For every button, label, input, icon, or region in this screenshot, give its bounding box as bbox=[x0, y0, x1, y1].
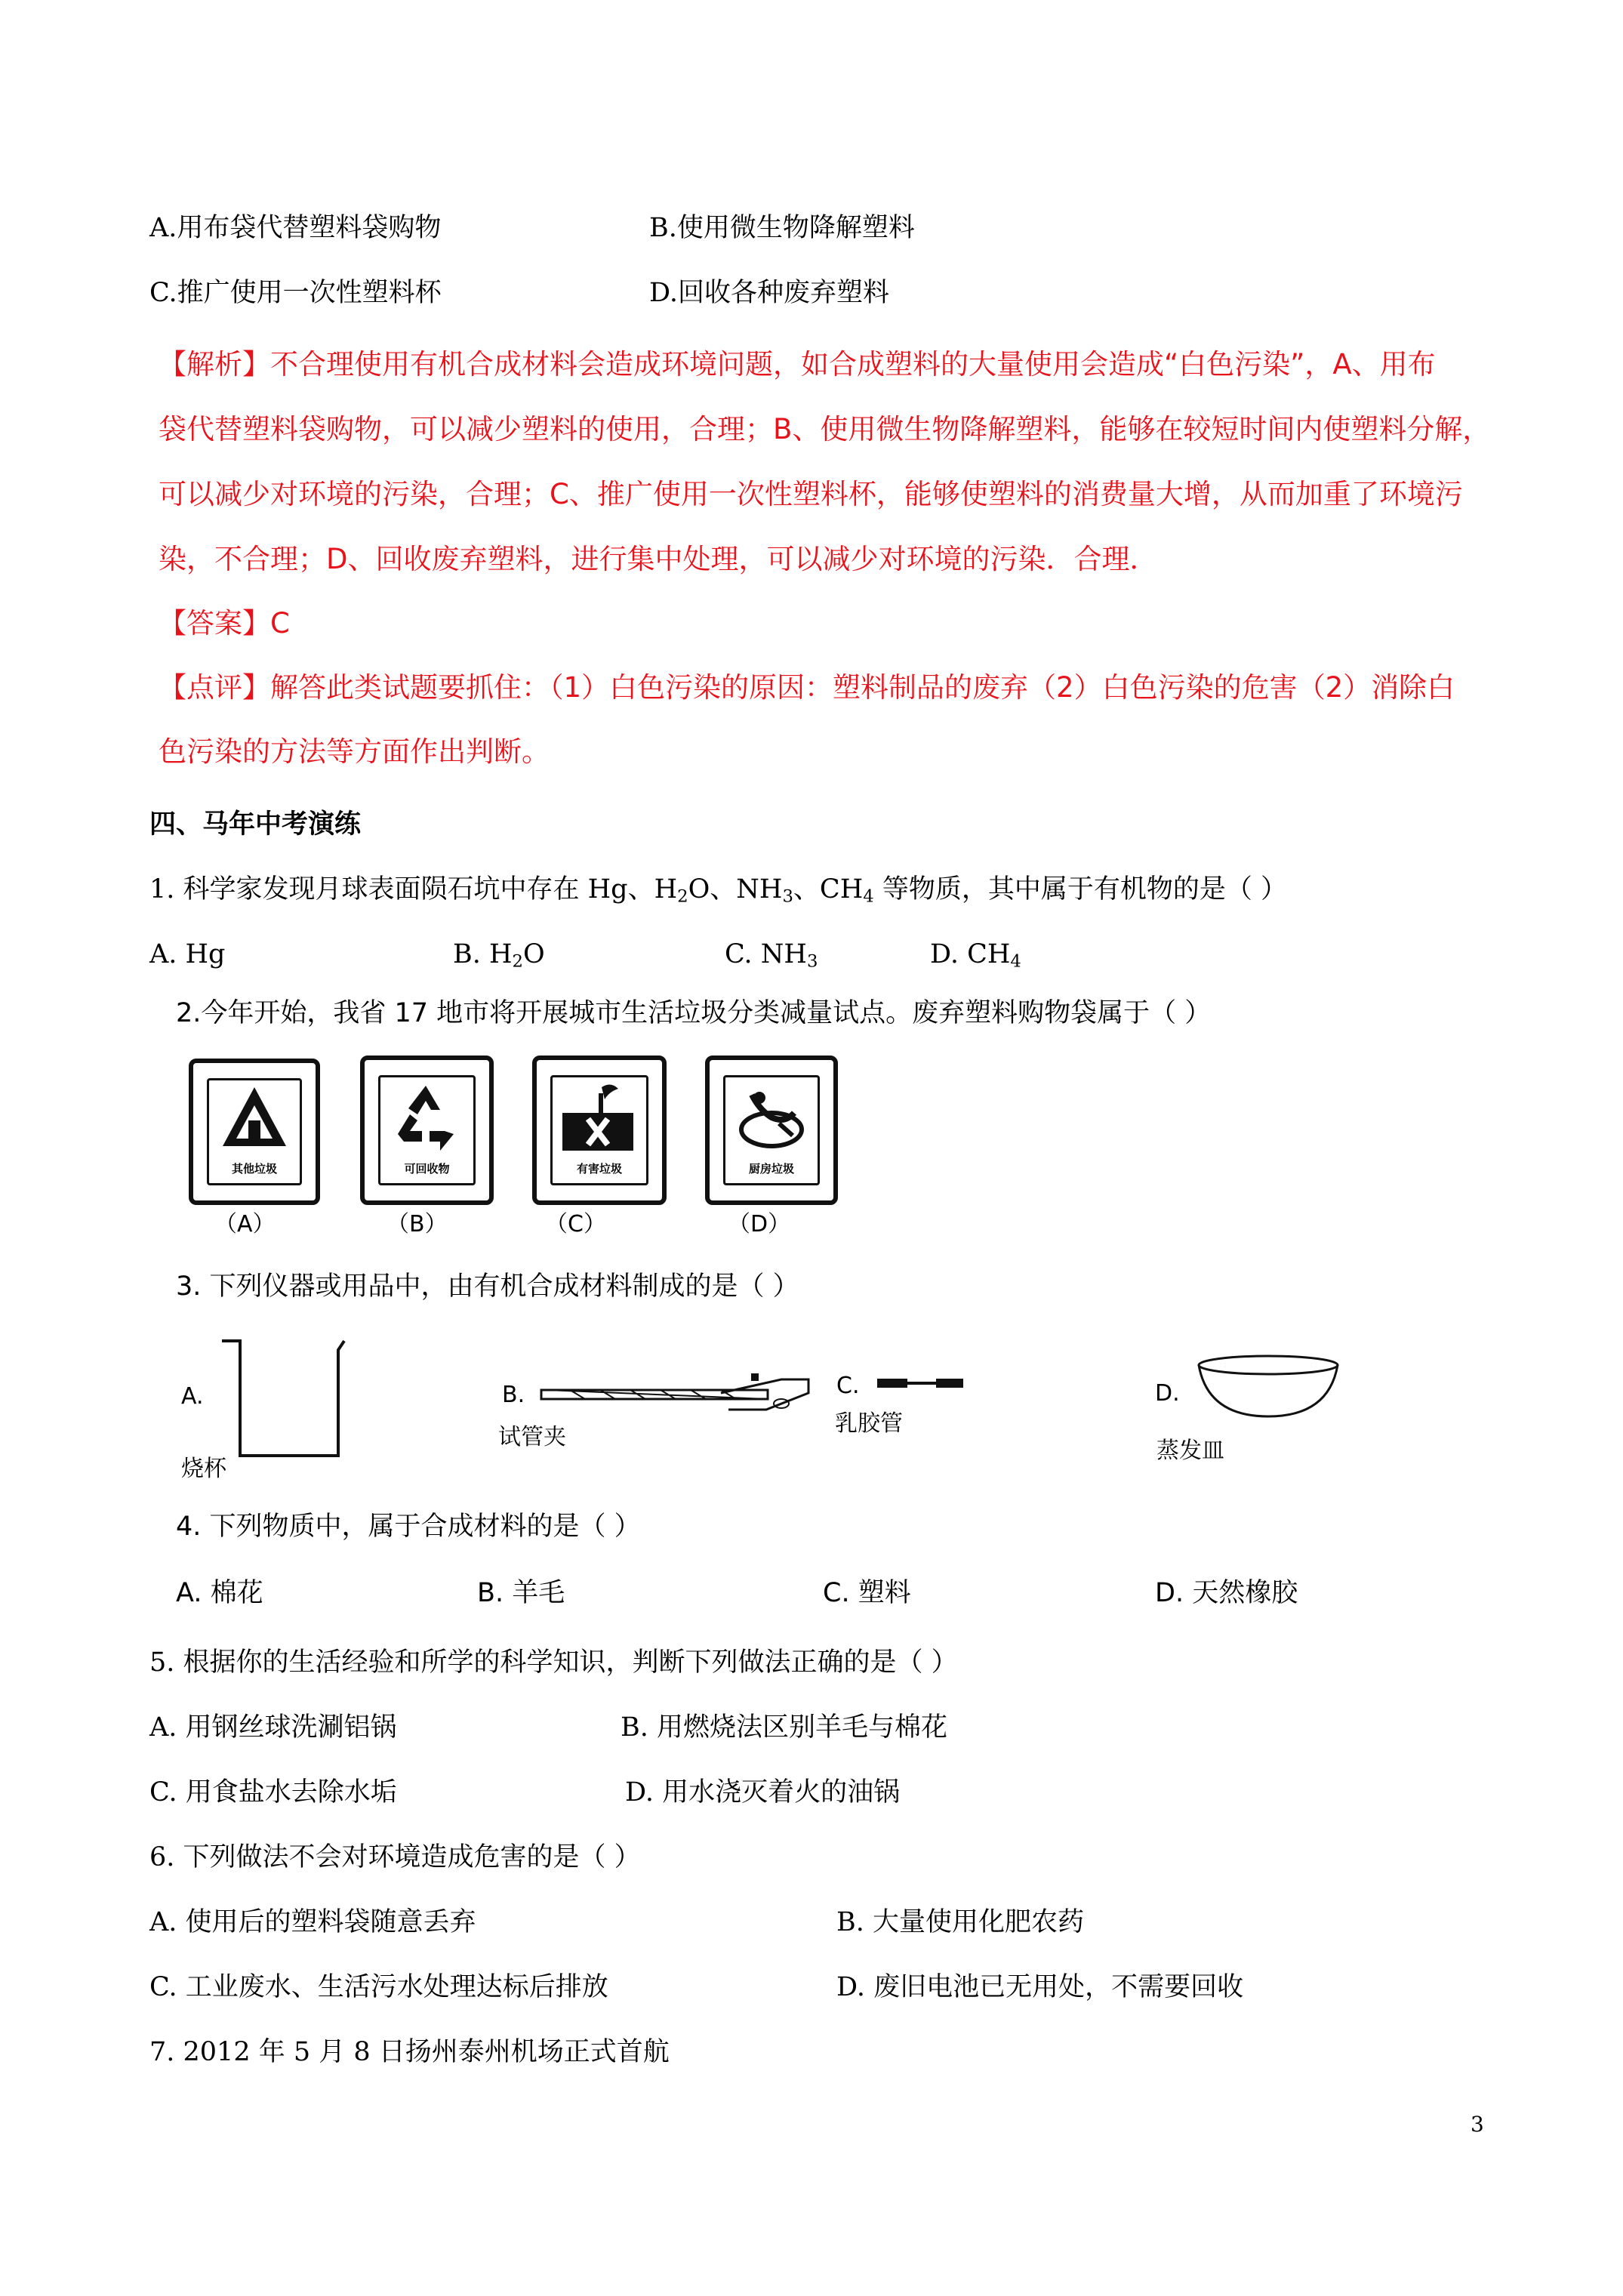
q7-stem: 7. 2012 年 5 月 8 日扬州泰州机场正式首航 bbox=[149, 2037, 670, 2067]
q3-stem: 3. 下列仪器或用品中，由有机合成材料制成的是（ ） bbox=[176, 1271, 799, 1302]
analysis-line-2: 袋代替塑料袋购物，可以减少塑料的使用，合理；B、使用微生物降解塑料，能够在较短时间内使塑料分解， bbox=[159, 413, 1491, 445]
bin-hazardous bbox=[532, 1056, 667, 1205]
beaker-icon bbox=[219, 1335, 347, 1463]
bin-caption: 其他垃圾 bbox=[231, 1162, 277, 1176]
q2-stem: 2.今年开始，我省 17 地市将开展城市生活垃圾分类减量试点。废弃塑料购物袋属于（ ） bbox=[176, 998, 1212, 1028]
q3-b-letter: B. bbox=[502, 1382, 525, 1408]
bin-letter-c: （C） bbox=[545, 1211, 606, 1237]
q5-option-a: A. 用钢丝球洗涮铝锅 bbox=[149, 1712, 397, 1743]
bin-letter-a: （A） bbox=[214, 1211, 276, 1237]
bin-caption: 厨房垃圾 bbox=[748, 1162, 794, 1176]
prev-option-b: B.使用微生物降解塑料 bbox=[649, 213, 915, 243]
bin-letter-b: （B） bbox=[387, 1211, 448, 1237]
q3-d-name: 蒸发皿 bbox=[1156, 1438, 1224, 1464]
q5-option-d: D. 用水浇灭着火的油锅 bbox=[625, 1777, 901, 1808]
q4-option-a: A. 棉花 bbox=[176, 1578, 263, 1608]
prev-option-d: D.回收各种废弃塑料 bbox=[649, 278, 889, 308]
analysis-line-4: 染，不合理；D、回收废弃塑料，进行集中处理，可以减少对环境的污染．合理． bbox=[159, 543, 1158, 575]
analysis-line-1: 【解析】不合理使用有机合成材料会造成环境问题，如合成塑料的大量使用会造成“白色污染”，A、用布 bbox=[159, 348, 1436, 381]
prev-option-a: A.用布袋代替塑料袋购物 bbox=[149, 213, 442, 243]
other-waste-icon bbox=[220, 1084, 289, 1152]
q3-c-name: 乳胶管 bbox=[835, 1410, 903, 1437]
q3-a-letter: A. bbox=[181, 1383, 204, 1410]
q3-b-name: 试管夹 bbox=[498, 1424, 566, 1450]
prev-option-c: C.推广使用一次性塑料杯 bbox=[149, 278, 442, 308]
q6-option-c: C. 工业废水、生活污水处理达标后排放 bbox=[149, 1972, 608, 2002]
q6-option-d: D. 废旧电池已无用处，不需要回收 bbox=[836, 1972, 1244, 2002]
q1-stem: 1. 科学家发现月球表面陨石坑中存在 Hg、$H_2O$、$NH_3$、$CH_4$ 等物质，其中属于有机物的是（ ） bbox=[149, 874, 1287, 907]
analysis-line-3: 可以减少对环境的污染，合理；C、推广使用一次性塑料杯，能够使塑料的消费量大增，从而加重了环境污 bbox=[159, 478, 1463, 510]
q1-option-a: A. Hg bbox=[149, 939, 226, 969]
test-tube-clamp-icon bbox=[540, 1370, 812, 1423]
q6-stem: 6. 下列做法不会对环境造成危害的是（ ） bbox=[149, 1842, 641, 1872]
bin-caption: 有害垃圾 bbox=[576, 1162, 622, 1176]
bin-recyclable bbox=[360, 1056, 494, 1205]
q1-option-d: D. $CH_4$ bbox=[930, 939, 1021, 972]
q4-option-b: B. 羊毛 bbox=[477, 1578, 565, 1608]
latex-tube-icon bbox=[876, 1376, 966, 1391]
comment-line-2: 色污染的方法等方面作出判断。 bbox=[159, 735, 550, 768]
evaporating-dish-icon bbox=[1193, 1353, 1344, 1421]
hazardous-icon bbox=[556, 1080, 639, 1155]
recycle-icon bbox=[387, 1081, 464, 1154]
q3-c-letter: C. bbox=[836, 1373, 860, 1399]
section-title: 四、马年中考演练 bbox=[149, 809, 362, 840]
answer-line: 【答案】C bbox=[159, 607, 290, 639]
q5-stem: 5. 根据你的生活经验和所学的科学知识，判断下列做法正确的是（ ） bbox=[149, 1647, 958, 1678]
bin-kitchen bbox=[705, 1056, 838, 1205]
bin-letter-d: （D） bbox=[728, 1211, 791, 1237]
q4-option-c: C. 塑料 bbox=[823, 1578, 911, 1608]
q1-option-b: B. $H_2O$ bbox=[453, 939, 545, 972]
q3-a-name: 烧杯 bbox=[181, 1456, 226, 1482]
q6-option-a: A. 使用后的塑料袋随意丢弃 bbox=[149, 1907, 476, 1937]
kitchen-waste-icon bbox=[729, 1080, 812, 1155]
q5-option-b: B. 用燃烧法区别羊毛与棉花 bbox=[621, 1712, 947, 1743]
q3-d-letter: D. bbox=[1155, 1380, 1180, 1407]
q4-option-d: D. 天然橡胶 bbox=[1155, 1578, 1298, 1608]
bin-caption: 可回收物 bbox=[404, 1162, 450, 1176]
bin-other-waste bbox=[189, 1059, 320, 1205]
comment-line-1: 【点评】解答此类试题要抓住：（1）白色污染的原因：塑料制品的废弃（2）白色污染的危害（2）消除白 bbox=[159, 671, 1455, 704]
q1-option-c: C. $NH_3$ bbox=[725, 939, 818, 972]
q4-stem: 4. 下列物质中，属于合成材料的是（ ） bbox=[176, 1512, 641, 1542]
page-number: 3 bbox=[1471, 2112, 1484, 2137]
q6-option-b: B. 大量使用化肥农药 bbox=[836, 1907, 1084, 1937]
q5-option-c: C. 用食盐水去除水垢 bbox=[149, 1777, 397, 1808]
